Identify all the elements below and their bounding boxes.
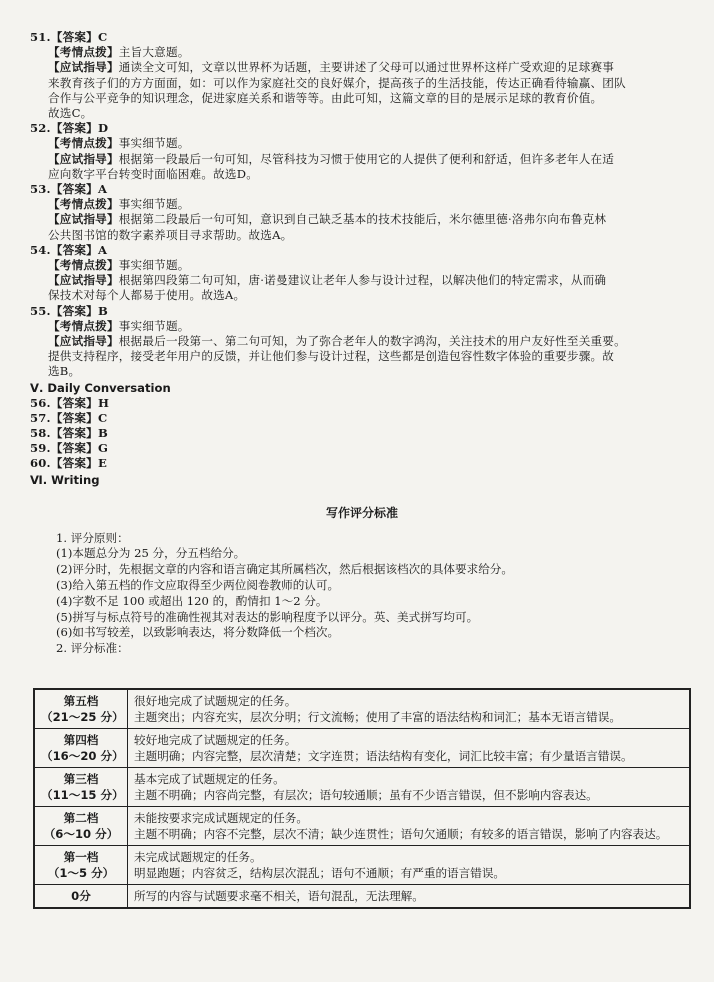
guide-line: 根据最后一段第一、第二句可知，为了弥合老年人的数字鸿沟，关注技术的用户友好性至关重要。 [118,334,626,349]
guide-line: 通读全文可知，文章以世界杯为话题，主要讲述了父母可以通过世界杯这样广受欢迎的足球赛事 [118,60,615,75]
grade-description: 未完成试题规定的任务。 明显跑题；内容贫乏，结构层次混乱；语句不通顺；有严重的语言错误。 [128,846,691,885]
point-label: 【考情点拨】 [48,136,119,151]
item-answer: 【答案】C [50,30,108,44]
grade-level: 第五档 （21～25 分） [34,689,128,729]
point-text: 事实细节题。 [118,197,190,212]
guide-line: 提供支持程序，接受老年用户的反馈，并让他们参与设计过程，这些都是创造包容性数字体验的重要步骤。故 [48,349,615,364]
answer-list [30,396,694,472]
answer-row [30,426,694,441]
item-number: 55. [30,303,51,318]
principle-item: (2)评分时，先根据文章的内容和语言确定其所属档次，然后根据该档次的具体要求给分。 [56,562,513,577]
grade-row-4 [34,729,690,768]
item-answer: 【答案】C [50,410,108,425]
grade-level: 第三档 （11～15 分） [34,768,128,807]
answer-row [30,396,694,411]
grade-level: 第二档 （6～10 分） [34,807,128,846]
item-answer: 【答案】B [50,426,108,441]
item-answer: 【答案】H [50,395,110,410]
guide-label: 【应试指导】 [48,273,119,288]
grade-level: 0分 [34,885,128,909]
item-52 [30,121,694,182]
item-answer: 【答案】E [50,456,107,471]
item-number: 59. [30,441,51,456]
item-answer: 【答案】A [50,242,108,257]
item-53 [30,182,694,243]
guide-line: 选B。 [48,364,81,379]
guide-line: 保技术对每个人都易于使用。故选A。 [48,288,246,303]
answer-row [30,456,694,471]
section-heading-daily-conversation: Ⅴ. Daily Conversation [30,380,171,395]
grade-row-3 [34,768,690,807]
guide-line: 故选C。 [48,106,93,121]
item-number: 60. [30,456,51,471]
grade-description: 未能按要求完成试题规定的任务。 主题不明确；内容不完整，层次不清；缺少连贯性；语句欠通顺；有较多的语言错误，影响了内容表达。 [128,807,691,846]
grade-description: 基本完成了试题规定的任务。 主题不明确；内容尚完整，有层次；语句较通顺；虽有不少语言错误，但不影响内容表达。 [128,768,691,807]
principle-item: (4)字数不足 100 或超出 120 的，酌情扣 1～2 分。 [56,593,328,608]
principles-heading: 1. 评分原则： [56,530,129,545]
item-answer: 【答案】A [50,182,108,197]
guide-line: 合作与公平竞争的知识理念，促进家庭关系和谐等等。由此可知，这篇文章的目的是展示足球的教育价值。 [48,90,603,105]
point-label: 【考情点拨】 [48,197,119,212]
standards-heading: 2. 评分标准： [56,641,129,656]
item-number: 57. [30,410,51,425]
principle-item: (3)给入第五档的作文应取得至少两位阅卷教师的认可。 [56,578,340,593]
grade-row-1 [34,846,690,885]
grading-table [33,688,691,909]
item-54 [30,243,694,304]
grade-description: 很好地完成了试题规定的任务。 主题突出；内容充实，层次分明；行文流畅；使用了丰富的语法结构和词汇；基本无语言错误。 [128,689,691,729]
item-number: 58. [30,426,51,441]
guide-label: 【应试指导】 [48,212,119,227]
item-answer: 【答案】D [50,121,109,136]
item-number: 53. [30,182,51,197]
grade-row-0 [34,885,690,909]
answer-row [30,411,694,426]
item-number: 54. [30,242,51,257]
item-51 [30,30,694,121]
guide-line: 根据第一段最后一句可知，尽管科技为习惯于使用它的人提供了便利和舒适，但许多老年人在适 [118,151,615,166]
grade-row-5 [34,689,690,729]
point-text: 主旨大意题。 [118,45,190,60]
grade-level: 第一档 （1～5 分） [34,846,128,885]
point-label: 【考情点拨】 [48,45,119,60]
item-55 [30,304,694,380]
grade-level: 第四档 （16～20 分） [34,729,128,768]
point-label: 【考情点拨】 [48,258,119,273]
item-number: 52. [30,121,51,136]
principle-item: (1)本题总分为 25 分，分五档给分。 [56,546,246,561]
guide-line: 来教育孩子们的方方面面，如：可以作为家庭社交的良好媒介，提高孩子的生活技能，传达正确看待输赢、团队 [48,75,626,90]
grade-row-2 [34,807,690,846]
point-text: 事实细节题。 [118,258,190,273]
item-answer: 【答案】B [50,303,108,318]
item-answer: 【答案】G [50,441,109,456]
point-label: 【考情点拨】 [48,318,119,333]
guide-line: 公共图书馆的数字素养项目寻求帮助。故选A。 [48,227,293,242]
writing-criteria-title: 写作评分标准 [325,505,398,520]
answer-row [30,441,694,456]
point-text: 事实细节题。 [118,136,190,151]
principle-item: (6)如书写较差，以致影响表达，将分数降低一个档次。 [56,625,340,640]
guide-line: 应向数字平台转变时面临困难。故选D。 [48,166,258,181]
guide-line: 根据第四段第二句可知，唐·诺曼建议让老年人参与设计过程，以解决他们的特定需求，从而确 [118,273,607,288]
item-number: 56. [30,395,51,410]
answer-page [30,30,694,657]
guide-line: 根据第二段最后一句可知，意识到自己缺乏基本的技术技能后，米尔德里德·洛弗尔向布鲁克林 [118,212,607,227]
principle-item: (5)拼写与标点符号的准确性视其对表达的影响程度予以评分。英、美式拼写均可。 [56,609,479,624]
guide-label: 【应试指导】 [48,60,119,75]
item-number: 51. [30,30,51,44]
guide-label: 【应试指导】 [48,334,119,349]
guide-label: 【应试指导】 [48,151,119,166]
grade-description: 较好地完成了试题规定的任务。 主题明确；内容完整，层次清楚；文字连贯；语法结构有变化，词汇比较丰富；有少量语言错误。 [128,729,691,768]
grade-description: 所写的内容与试题要求毫不相关，语句混乱，无法理解。 [128,885,691,909]
point-text: 事实细节题。 [118,318,190,333]
section-heading-writing: Ⅵ. Writing [30,472,100,487]
